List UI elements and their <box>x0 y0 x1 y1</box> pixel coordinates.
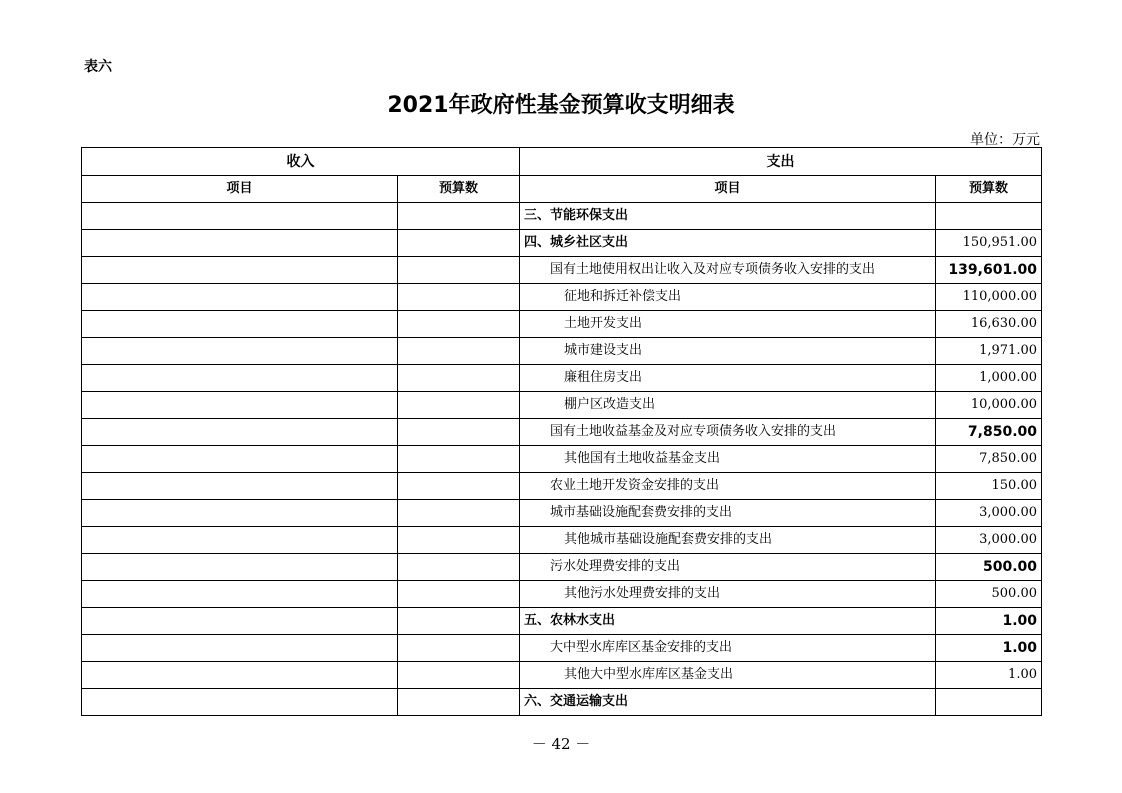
table-label: 表六 <box>84 59 112 75</box>
table-row <box>82 608 1042 635</box>
income-amount-cell <box>398 581 520 608</box>
income-amount-cell <box>398 365 520 392</box>
income-item-cell <box>82 527 398 554</box>
expense-amount-cell: 7,850.00 <box>936 419 1042 446</box>
income-item-cell <box>82 257 398 284</box>
table-row <box>82 311 1042 338</box>
income-amount-cell <box>398 419 520 446</box>
income-amount-cell <box>398 527 520 554</box>
expense-item-cell: 廉租住房支出 <box>520 365 936 392</box>
table-row <box>82 230 1042 257</box>
expense-section-header: 支出 <box>520 148 1042 176</box>
income-item-cell <box>82 419 398 446</box>
income-amount-cell <box>398 284 520 311</box>
expense-amount-cell: 110,000.00 <box>936 284 1042 311</box>
expense-item-cell: 六、交通运输支出 <box>520 689 936 716</box>
expense-amount-cell: 1.00 <box>936 662 1042 689</box>
expense-amount-cell: 10,000.00 <box>936 392 1042 419</box>
income-amount-cell <box>398 446 520 473</box>
expense-amount-cell: 1.00 <box>936 608 1042 635</box>
income-amount-cell <box>398 311 520 338</box>
table-row <box>82 581 1042 608</box>
income-item-cell <box>82 338 398 365</box>
header-row-sections <box>82 148 1042 176</box>
expense-amount-cell: 3,000.00 <box>936 500 1042 527</box>
income-item-cell <box>82 311 398 338</box>
expense-item-cell: 其他污水处理费安排的支出 <box>520 581 936 608</box>
expense-amount-cell: 150,951.00 <box>936 230 1042 257</box>
table-row <box>82 392 1042 419</box>
income-amount-cell <box>398 635 520 662</box>
table-row <box>82 257 1042 284</box>
expense-item-cell: 大中型水库库区基金安排的支出 <box>520 635 936 662</box>
expense-amount-cell: 150.00 <box>936 473 1042 500</box>
table-row <box>82 203 1042 230</box>
table-row <box>82 365 1042 392</box>
income-amount-cell <box>398 473 520 500</box>
table-row <box>82 338 1042 365</box>
expense-item-header: 项目 <box>520 176 936 203</box>
expense-item-cell: 其他大中型水库库区基金支出 <box>520 662 936 689</box>
income-amount-cell <box>398 257 520 284</box>
expense-item-cell: 其他国有土地收益基金支出 <box>520 446 936 473</box>
income-amount-cell <box>398 662 520 689</box>
page-number: － 42 － <box>531 735 591 753</box>
expense-item-cell: 四、城乡社区支出 <box>520 230 936 257</box>
table-body <box>82 203 1042 716</box>
income-amount-cell <box>398 689 520 716</box>
income-section-header: 收入 <box>82 148 520 176</box>
table-row <box>82 473 1042 500</box>
expense-item-cell: 国有土地使用权出让收入及对应专项债务收入安排的支出 <box>520 257 936 284</box>
table-row <box>82 689 1042 716</box>
income-amount-cell <box>398 392 520 419</box>
header-row-columns <box>82 176 1042 203</box>
table-row <box>82 635 1042 662</box>
income-item-header: 项目 <box>82 176 398 203</box>
expense-item-cell: 棚户区改造支出 <box>520 392 936 419</box>
expense-amount-cell: 139,601.00 <box>936 257 1042 284</box>
budget-table <box>81 147 1042 716</box>
income-item-cell <box>82 689 398 716</box>
income-item-cell <box>82 446 398 473</box>
income-item-cell <box>82 365 398 392</box>
income-amount-cell <box>398 554 520 581</box>
income-item-cell <box>82 203 398 230</box>
income-amount-cell <box>398 203 520 230</box>
expense-amount-cell: 1,000.00 <box>936 365 1042 392</box>
page-title: 2021年政府性基金预算收支明细表 <box>387 93 735 118</box>
expense-item-cell: 土地开发支出 <box>520 311 936 338</box>
table-row <box>82 419 1042 446</box>
expense-amount-cell: 16,630.00 <box>936 311 1042 338</box>
table-row <box>82 446 1042 473</box>
income-item-cell <box>82 284 398 311</box>
income-item-cell <box>82 635 398 662</box>
income-item-cell <box>82 500 398 527</box>
income-item-cell <box>82 608 398 635</box>
expense-amount-cell: 3,000.00 <box>936 527 1042 554</box>
table-row <box>82 500 1042 527</box>
income-amount-cell <box>398 338 520 365</box>
expense-item-cell: 五、农林水支出 <box>520 608 936 635</box>
expense-item-cell: 征地和拆迁补偿支出 <box>520 284 936 311</box>
income-item-cell <box>82 581 398 608</box>
expense-item-cell: 农业土地开发资金安排的支出 <box>520 473 936 500</box>
expense-amount-cell: 500.00 <box>936 554 1042 581</box>
income-item-cell <box>82 473 398 500</box>
expense-item-cell: 城市建设支出 <box>520 338 936 365</box>
income-item-cell <box>82 392 398 419</box>
income-item-cell <box>82 230 398 257</box>
unit-label: 单位：万元 <box>970 132 1040 148</box>
income-amount-cell <box>398 230 520 257</box>
expense-item-cell: 其他城市基础设施配套费安排的支出 <box>520 527 936 554</box>
income-amount-cell <box>398 500 520 527</box>
income-item-cell <box>82 554 398 581</box>
expense-item-cell: 城市基础设施配套费安排的支出 <box>520 500 936 527</box>
expense-item-cell: 三、节能环保支出 <box>520 203 936 230</box>
expense-amount-cell <box>936 689 1042 716</box>
expense-amount-header: 预算数 <box>936 176 1042 203</box>
table-row <box>82 527 1042 554</box>
table-row <box>82 284 1042 311</box>
income-item-cell <box>82 662 398 689</box>
expense-amount-cell <box>936 203 1042 230</box>
table-row <box>82 554 1042 581</box>
expense-amount-cell: 7,850.00 <box>936 446 1042 473</box>
expense-amount-cell: 1.00 <box>936 635 1042 662</box>
income-amount-header: 预算数 <box>398 176 520 203</box>
expense-amount-cell: 1,971.00 <box>936 338 1042 365</box>
table-row <box>82 662 1042 689</box>
expense-item-cell: 污水处理费安排的支出 <box>520 554 936 581</box>
expense-amount-cell: 500.00 <box>936 581 1042 608</box>
expense-item-cell: 国有土地收益基金及对应专项债务收入安排的支出 <box>520 419 936 446</box>
income-amount-cell <box>398 608 520 635</box>
